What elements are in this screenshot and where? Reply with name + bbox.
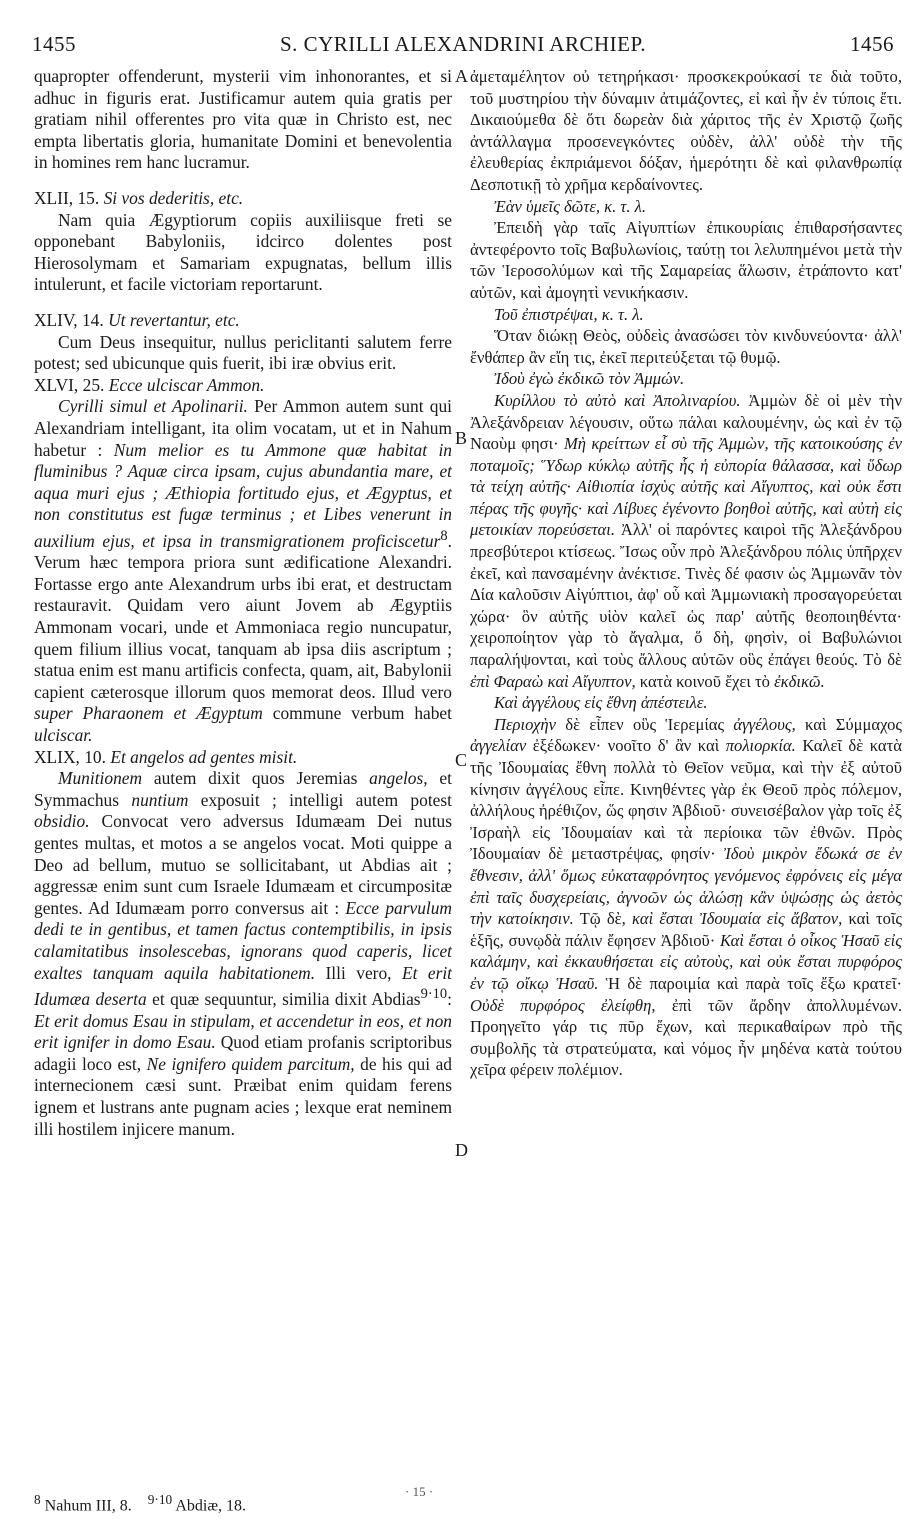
greek-p4-italic-1: Περιοχὴν xyxy=(494,714,556,734)
latin-paragraph-0: quapropter offenderunt, mysterii vim inhonorantes, et si adhuc in figuris erat. Justificamur autem quia gratis per gratiam nihil offerentes pro vita quæ in Christo est, nec empta libertatis gloria, humanitate Domini et benevolentia in homines rem hanc lucramur. xyxy=(34,66,452,173)
greek-paragraph-2: Ὅταν διώκῃ Θεὸς, οὐδεὶς ἀνασώσει τὸν κινδυνεύοντα· ἀλλ' ἔνθάπερ ἂν εἴη τις, ἐκεῖ περιτεύξεται τῷ θυμῷ. xyxy=(470,326,902,367)
latin-p4-text-b: et Symmachus xyxy=(34,768,452,810)
latin-p4-text-d: Convocat vero adversus Idumæam Dei nutus gentes multas, et motos a se angelos vocat. Moti quippe a Deo ad bellum, mutuo se sollicitabant, ut Abdias ait ; aggressæ enim sunt cum Israele Idumæam et circumpositæ gentes. Ad Idumæam porro conversus ait : xyxy=(34,811,452,918)
footnote-8-mark: 8 xyxy=(34,1492,41,1507)
footnote-9-10-mark: 9·10 xyxy=(147,1492,173,1507)
latin-p3-italic-3: ulciscar. xyxy=(34,725,93,746)
left-page-number: 1455 xyxy=(32,32,76,56)
latin-heading-1 xyxy=(34,188,452,210)
greek-p4-italic-4: πολιορκία. xyxy=(725,736,796,756)
greek-p4-text-c: ἐξέδωκεν· νοοῖτο δ' ἂν καὶ xyxy=(532,736,720,756)
greek-p4-italic-2: ἀγγέλους, xyxy=(733,714,796,734)
latin-paragraph-3 xyxy=(34,396,452,746)
latin-p4-italic-4: obsidio. xyxy=(34,811,90,832)
latin-heading-4-ref: XLIX, 10. xyxy=(34,746,106,767)
latin-heading-3 xyxy=(34,375,452,397)
running-title: S. CYRILLI ALEXANDRINI ARCHIEP. xyxy=(279,32,647,56)
latin-p4-italic-2: angelos, xyxy=(369,768,428,789)
latin-p4-italic-6: Et erit Idumæa deserta xyxy=(34,962,453,1009)
latin-p4-footnote-ref: 9·10 xyxy=(420,986,448,1003)
latin-p3-text-b: . Verum hæc tempora priora sunt ædificatione Alexandri. Fortasse ergo ante Alexandrum urbs ibi erat, et destructam restauravit. Quidam vero aiunt Jovem ab Ægyptiis Ammonam vocari, unde et Ammoniaca regio nuncupatur, quem filium illius vocat, tanquam ab ipsa diis ascriptum ; statua enim est manu artificis confecta, quam, ait, Babylonii capient cæterosque illorum quos memorat deos. Illud vero xyxy=(34,530,452,702)
greek-heading-4: Καὶ ἀγγέλους εἰς ἔθνη ἀπέστειλε. xyxy=(494,693,708,713)
greek-p3-text-d: κατὰ κοινοῦ ἔχει τὸ xyxy=(639,671,770,691)
latin-heading-4 xyxy=(34,747,452,769)
greek-paragraph-0: ἀμεταμέλητον οὐ τετηρήκασι· προσκεκρούκασί τε διὰ τοῦτο, τοῦ μυστηρίου τὴν δύναμιν ἀτιμάζοντες, εἰ καὶ ἦν ἐν τύποις ἔτι. Δικαιούμεθα δὲ ὅτι δωρεὰν διὰ χάριτος τῆς ἐν Χριστῷ ζωῆς ἀντάλλαγμα προσενεγκόντες οὐδὲν, ἀλλ' οὐδὲ τὴν τῆς ἐλευθερίας ἐκπριάμενοι δόξαν, ἡμερότητι δὲ καὶ φιλανθρωπίᾳ Δεσποτικῇ τὸ χρῆμα κερδαίνοντες. xyxy=(470,67,902,194)
latin-heading-1-ref: XLII, 15. xyxy=(34,187,100,208)
latin-p3-text-c: commune verbum habet xyxy=(272,703,452,724)
greek-p3-italic-2: ἐπὶ Φαραὼ καὶ Αἴγυπτον, xyxy=(470,671,636,691)
section-marker-c: C xyxy=(455,750,468,770)
greek-heading-2: Τοῦ ἐπιστρέψαι, κ. τ. λ. xyxy=(494,304,644,324)
latin-heading-1-text: Si vos dederitis, etc. xyxy=(103,187,244,208)
greek-paragraph-1: Ἐπειδὴ γὰρ ταῖς Αἰγυπτίων ἐπικουρίαις ἐπιθαρσήσαντες ἀντεφέροντο τοῖς Βαβυλωνίοις, ταύτῃ τοι λελυπημένοι μετὰ τὴν τῶν Ἱεροσολύμων καὶ τῆς Σαμαρείας ἅλωσιν, ἐτράποντο κατ' αὐτῶν, καὶ ἀμογητὶ νενικήκασιν. xyxy=(470,218,902,302)
latin-heading-4-text: Et angelos ad gentes misit. xyxy=(110,746,298,767)
latin-p4-italic-7: Et erit domus Esau in stipulam, et accendetur in eos, et non erit ignifer in domo Esau. xyxy=(34,1010,452,1053)
greek-paragraph-3 xyxy=(470,390,902,692)
greek-p4-italic-7: Καὶ ἔσται ὁ οἶκος Ἡσαῦ εἰς καλάμην, καὶ ἐκκαυθήσεται εἰς αὐτοὺς, καὶ οὐκ ἔσται πυρφόρος ἐν τῷ οἴκῳ Ἡσαῦ. xyxy=(470,930,902,993)
latin-p4-text-g: : xyxy=(447,988,452,1009)
greek-p4-text-g: Ἡ δὲ παροιμία καὶ παρὰ τοῖς ἔξω κρατεῖ· xyxy=(605,973,902,993)
latin-p4-text-c: exposuit ; intelligi autem potest xyxy=(200,789,452,810)
greek-p3-text-c: Ἀλλ' οἱ παρόντες καιροὶ τῆς Ἀλεξάνδρου πρεσβύτεροι κτίσεως. Ἴσως οὖν πρὸ Ἀλεξάνδρου πόλις ὑπῆρχεν ἐκεῖ, καὶ πανσαμένην ἀνέκτισε. Τινὲς δέ φασιν ὡς Ἀμμωνᾶν τὸν Δία καλοῦσιν Αἰγύπτιοι, ἀφ' οὗ καὶ Ἀμμωνιακὴ προσαγορεύεται χώρα· ὃν αὐτῆς υἱὸν καλεῖ ὡς παρ' αὐτῆς θεοποιηθέντα· χειροποίητον γὰρ τὸ ἄγαλμα, ὅ δὴ, φησὶν, οἱ Βαβυλώνιοι παραλήψονται, καὶ τοὺς ἄλλους αὐτῶν οὓς ἐπάγει θεούς. Τὸ δὲ xyxy=(470,520,902,670)
latin-paragraph-2: Cum Deus insequitur, nullus periclitanti salutem ferre potest; sed ubicunque quis fuerit, ibi iræ obvius erit. xyxy=(34,331,452,374)
section-marker-b: B xyxy=(455,428,468,448)
latin-heading-2 xyxy=(34,310,452,332)
latin-p4-italic-3: nuntium xyxy=(131,789,189,810)
section-marker-d: D xyxy=(455,1140,468,1160)
latin-p3-head: Cyrilli simul et Apolinarii. xyxy=(58,396,248,417)
latin-p4-italic-8: Ne ignifero quidem parcitum, xyxy=(146,1053,355,1074)
latin-paragraph-4 xyxy=(34,768,452,1140)
latin-p4-text-i: de his qui ad internecionem cæsi sunt. Præibat enim quidam ferens ignem et lustrans ante pugnam acies ; lexque erat neminem illi hostilem injicere manum. xyxy=(34,1053,452,1139)
greek-p4-text-e: Τῷ δὲ, xyxy=(579,909,626,929)
latin-heading-3-ref: XLVI, 25. xyxy=(34,374,105,395)
greek-p3-italic-3: ἐκδικῶ. xyxy=(774,671,825,691)
greek-p3-text-a: Ἀμμὼν δὲ οἱ μὲν τὴν Ἀλεξάνδρειαν λέγουσιν, οὕτω πάλαι καλουμένην, ὡς καὶ ἐν τῷ Ναοὺμ φησι· xyxy=(470,390,902,454)
right-page-number: 1456 xyxy=(850,32,894,56)
latin-heading-2-ref: XLIV, 14. xyxy=(34,309,104,330)
greek-p4-italic-3: ἀγγελίαν xyxy=(470,736,527,756)
footnote-8-text: Nahum III, 8. xyxy=(44,1497,132,1515)
greek-p3-head: Κυρίλλου τὸ αὐτὸ καὶ Ἀπολιναρίου. xyxy=(494,390,741,410)
latin-p4-italic-1: Munitionem xyxy=(58,768,143,789)
section-marker-a: A xyxy=(455,66,468,86)
greek-p4-text-f: καὶ τοῖς ἑξῆς, συνῳδὰ πάλιν ἔφησεν Ἀβδιοῦ· xyxy=(470,909,903,950)
greek-paragraph-4 xyxy=(470,714,902,1081)
footnotes xyxy=(34,1492,246,1515)
latin-paragraph-1: Nam quia Ægyptiorum copiis auxiliisque freti se opponebant Babyloniis, idcirco dolentes post Hierosolymam et Samariam expugnatas, bellum illis intulerunt, et facile victoriam reportarunt. xyxy=(34,209,452,295)
latin-p4-italic-5: Ecce parvulum dedi te in gentibus, et tamen factus contemptibilis, in ipsis calamitatibus insolescebas, ignorans quod caperis, licet exaltes tanquam aquila habitationem. xyxy=(34,897,452,983)
greek-p4-text-a: δὲ εἶπεν οὓς Ἱερεμίας xyxy=(565,714,725,734)
latin-p4-text-h: Quod etiam profanis scriptoribus adagii loco est, xyxy=(34,1032,452,1074)
latin-p3-text-a: Per Ammon autem sunt qui Alexandriam intelligant, ita olim vocatam, ut et in Nahum habetur : xyxy=(34,396,452,460)
latin-p3-italic-2: super Pharaonem et Ægyptum xyxy=(34,703,263,724)
latin-heading-2-text: Ut revertantur, etc. xyxy=(108,309,240,330)
latin-heading-3-text: Ecce ulciscar Ammon. xyxy=(108,374,265,395)
greek-p4-text-d: Καλεῖ δὲ κατὰ τῆς Ἰδουμαίας ἔθνη πολλὰ τὸ Θεῖον νεῦμα, καὶ τὴν ἐξ αὐτοῦ κίνησιν ἀγγέλους εἶπε. Κινηθέντες γὰρ ἐκ Θεοῦ πρὸς πόλεμον, ἀλλήλους ἠρέθιζον, ὥς φησιν Ἀβδιοῦ· συνεισέβαλον γὰρ τοῖς ἐξ Ἰσραὴλ εἰς Ἰδουμαίαν καὶ τὰ περίοικα τῶν ἐθνῶν. Πρὸς Ἰδουμαίαν δὲ μεταστρέψας, φησίν· xyxy=(470,736,902,864)
greek-p4-text-b: καὶ Σύμμαχος xyxy=(805,714,902,734)
folio-mark: · 15 · xyxy=(405,1484,434,1499)
greek-p4-italic-6: καὶ ἔσται Ἰδουμαία εἰς ἄβατον, xyxy=(631,909,843,929)
latin-p4-text-a: autem dixit quos Jeremias xyxy=(153,768,358,789)
greek-p3-text-b: Αἰθιοπία ἰσχὺς αὐτῆς καὶ Αἴγυπτος, καὶ οὐκ ἔστι πέρας τῆς φυγῆς· καὶ Λίβυες ἐγένοντο βοηθοὶ αὐτῆς, καὶ αὐτὴ εἰς μετοικίαν πορεύσεται. xyxy=(470,477,902,540)
greek-p4-italic-5: Ἰδοὺ μικρὸν ἔδωκά σε ἐν ἔθνεσιν, ἀλλ' ὅμως εὐκαταφρόνητος γενόμενος ἐφρόνεις εἰς μέγα ἐπὶ ταῖς δυσχερείαις, ἀγνοῶν ὡς ἁλώσῃ κἂν ὑψώσῃς ὡς ἀετὸς τὴν κατοίκησιν. xyxy=(470,844,903,929)
greek-heading-1: Ἐὰν ὑμεῖς δῶτε, κ. τ. λ. xyxy=(494,196,646,216)
page-header xyxy=(32,32,894,58)
greek-column xyxy=(470,66,902,1081)
latin-p3-quote: Num melior es tu Ammone quæ habitat in fluminibus ? Aquæ circa ipsam, cujus abundantia mare, et aqua muri ejus ; Æthiopia fortitudo ejus, et Ægyptus, et non constitutus est fugæ terminus ; et Libes venerunt in auxilium ejus, et ipsa in transmigrationem proficiscetur xyxy=(34,439,452,551)
latin-p4-text-f: et quæ sequuntur, similia dixit Abdias xyxy=(152,988,421,1009)
latin-column xyxy=(34,66,452,1140)
greek-p4-italic-8: Οὐδὲ πυρφόρος ἐλείφθη, xyxy=(470,995,656,1015)
latin-p4-text-e: Illi vero, xyxy=(325,962,392,983)
greek-heading-3: Ἰδοὺ ἐγὼ ἐκδικῶ τὸν Ἀμμών. xyxy=(494,369,685,389)
greek-p3-italic-1: Μὴ κρείττων εἶ σὺ τῆς Ἀμμὼν, τῆς κατοικούσης ἐν ποταμοῖς; Ὕδωρ κύκλῳ αὐτῆς ἧς ἡ εὐπορία θάλασσα, καὶ ὕδωρ τὰ τείχη αὐτῆς· xyxy=(470,434,902,497)
latin-p3-footnote-ref: 8 xyxy=(440,527,448,544)
greek-p4-text-h: ἐπὶ τῶν ἄρδην ἀπολλυμένων. Προηγεῖτο γάρ τις πῦρ ἔχων, καὶ περικαθαίρων πρὸ τῆς συμβολῆς τὰ στρατεύματα, καὶ νόμος ἦν μηδένα κατὰ τούτου χεῖρα φέρειν πολέμιον. xyxy=(470,995,902,1080)
footnote-9-10-text: Abdiæ, 18. xyxy=(175,1497,246,1515)
